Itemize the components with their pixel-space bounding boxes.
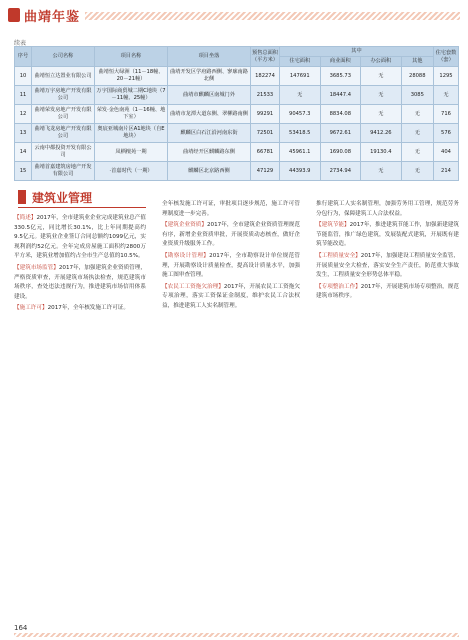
table-cell-address: 曲靖经开区麒麟路东侧 (168, 143, 251, 162)
table-cell-oth: 28088 (401, 67, 433, 86)
table-cell-res: 无 (280, 86, 321, 105)
table-cell-units: 716 (434, 105, 459, 124)
th-other: 其他 (401, 57, 433, 67)
section-title: 建筑业管理 (32, 190, 93, 205)
table-cell-off: 无 (361, 67, 402, 86)
th-office: 办公面积 (361, 57, 402, 67)
table-cell-project: 奥宸亚城南片区A1地块（自E地块） (95, 124, 168, 143)
th-company: 公司名称 (32, 47, 95, 67)
paragraph-keyword: 【建筑节能】 (316, 222, 350, 229)
table-row (15, 124, 459, 143)
table-cell-units: 214 (434, 162, 459, 181)
table-cell-units: 404 (434, 143, 459, 162)
table-cell-res: 44393.9 (280, 162, 321, 181)
table-cell-project: 荣发·金色南苑（1－16幢、地下室） (95, 105, 168, 124)
table-cell-project: ·首嘉时代（一期） (95, 162, 168, 181)
section-heading (18, 186, 146, 208)
table-cell-address: 曲靖市麒麟区南城门外 (168, 86, 251, 105)
paragraph-text: 2017年，全市建筑企业资质管理规范有序，新增企业资质审批，开展资质动态核查，做好企业资质升级服务工作。 (162, 222, 300, 248)
paragraph-text: 2017年，全市建筑业企业完成建筑业总产值330.5亿元，同比增长30.1%，比上年同期提高约9.5亿元。建筑业企业签订合同总额约1099亿元，实现利润约52亿元。全年完成房屋施工面积约2800万平方米，建筑业增加值约占全市生产总值的10.5%。 (14, 215, 146, 260)
table-cell-off: 无 (361, 86, 402, 105)
section-marker-icon (18, 190, 26, 204)
table-cell-oth: 无 (401, 162, 433, 181)
paragraph (162, 221, 300, 250)
table-row (15, 86, 459, 105)
table-cell-com: 18447.4 (320, 86, 361, 105)
table-cell-off: 9412.26 (361, 124, 402, 143)
page-number: 164 (14, 624, 28, 632)
th-of-which: 其中 (280, 47, 434, 57)
continued-label: 续表 (14, 40, 27, 47)
table-cell-area: 99291 (251, 105, 280, 124)
table-cell-com: 3685.73 (320, 67, 361, 86)
paragraph-text: 2017年，全市勘察设计单位规范管理，开展勘察设计质量检查，提高设计质量水平，加强施工图审查管理。 (162, 252, 300, 279)
paragraph (316, 252, 459, 281)
table-cell-seq: 14 (15, 143, 32, 162)
table-cell-address: 麒麟区白石江沿河南东街 (168, 124, 251, 143)
table-cell-off: 19130.4 (361, 143, 402, 162)
text-column-3 (316, 200, 459, 304)
paragraph-text: 2017年，推进建筑节能工作，加强新建建筑节能监管，推广绿色建筑，发展装配式建筑，开展既有建筑节能改造。 (316, 222, 459, 248)
table-cell-oth: 无 (401, 143, 433, 162)
table-cell-area: 21533 (251, 86, 280, 105)
section-underline (18, 207, 146, 208)
table-cell-com: 2734.94 (320, 162, 361, 181)
table-cell-company: 云南中都投资开发有限公司 (32, 143, 95, 162)
paragraph-keyword: 【勘察设计管理】 (162, 252, 210, 259)
paragraph-text: 2017年，全年核发施工许可证。 (47, 305, 129, 312)
th-area: 预售总面积（平方米） (251, 47, 280, 67)
table-cell-company: 曲靖飞龙房地产开发有限公司 (32, 124, 95, 143)
footer-decoration (14, 633, 459, 637)
table-cell-res: 53418.5 (280, 124, 321, 143)
table-row (15, 143, 459, 162)
table-cell-address: 曲靖市龙潭大道东侧、翠柳路南侧 (168, 105, 251, 124)
paragraph-keyword: 【建筑市场监管】 (14, 264, 59, 271)
table-cell-res: 147691 (280, 67, 321, 86)
paragraph-keyword: 【施工许可】 (14, 305, 48, 312)
table-row (15, 162, 459, 181)
th-units: 住宅套数（套） (434, 47, 459, 67)
paragraph (316, 283, 459, 302)
table-cell-seq: 11 (15, 86, 32, 105)
paragraph (316, 200, 459, 219)
paragraph-keyword: 【工程质量安全】 (316, 252, 361, 259)
table-cell-res: 45961.1 (280, 143, 321, 162)
paragraph-keyword: 【简述】 (14, 215, 37, 221)
paragraph-text: 全年核发施工许可证，审批项目逐步规范，施工许可管理制度进一步完善。 (162, 201, 300, 217)
presale-table (14, 46, 459, 181)
paragraph (162, 283, 300, 312)
th-address: 项目坐落 (168, 47, 251, 67)
table-cell-off: 无 (361, 162, 402, 181)
table-cell-units: 1295 (434, 67, 459, 86)
table-cell-area: 47129 (251, 162, 280, 181)
paragraph-text: 2017年，开展农民工工资拖欠专项治理，落实工资保证金制度，维护农民工合法权益，推进建筑工人实名制管理。 (162, 283, 300, 309)
table-cell-area: 182274 (251, 67, 280, 86)
paragraph (14, 264, 146, 302)
table-cell-units: 576 (434, 124, 459, 143)
table-cell-res: 90457.3 (280, 105, 321, 124)
table-cell-oth: 3085 (401, 86, 433, 105)
table-cell-address: 麒麟区北京路西侧 (168, 162, 251, 181)
table-cell-com: 8834.08 (320, 105, 361, 124)
table-cell-project: 凤栖檀苑一期 (95, 143, 168, 162)
table-row (15, 105, 459, 124)
header-decoration (85, 12, 460, 20)
table-cell-company: 曲靖荣发房地产开发有限公司 (32, 105, 95, 124)
paragraph (14, 304, 146, 314)
table-cell-area: 66781 (251, 143, 280, 162)
table-cell-oth: 无 (401, 124, 433, 143)
text-column-2 (162, 200, 300, 314)
table-cell-company: 曲靖首嘉建筑房地产开发有限公司 (32, 162, 95, 181)
table-cell-com: 9672.61 (320, 124, 361, 143)
paragraph (316, 221, 459, 250)
paragraph (162, 252, 300, 281)
th-commercial: 商业面积 (320, 57, 361, 67)
table-cell-area: 72501 (251, 124, 280, 143)
paragraph-keyword: 【建筑企业资质】 (162, 222, 207, 229)
table-cell-company: 曲靖万宇房地产开发有限公司 (32, 86, 95, 105)
text-column-1 (14, 214, 146, 316)
paragraph (14, 214, 146, 262)
table-cell-off: 无 (361, 105, 402, 124)
table-cell-units: 无 (434, 86, 459, 105)
table-cell-address: 曲靖开发区学府路西侧、寥廓南路北侧 (168, 67, 251, 86)
th-project: 项目名称 (95, 47, 168, 67)
table-cell-com: 1690.08 (320, 143, 361, 162)
table-cell-company: 曲靖恒立达置业有限公司 (32, 67, 95, 86)
yearbook-title: 曲靖年鉴 (24, 10, 81, 25)
table-cell-seq: 12 (15, 105, 32, 124)
table-cell-seq: 15 (15, 162, 32, 181)
paragraph-text: 推行建筑工人实名制管理，加强劳务用工管理，规范劳务分包行为，保障建筑工人合法权益。 (316, 201, 459, 217)
table-cell-seq: 10 (15, 67, 32, 86)
paragraph-keyword: 【农民工工资拖欠治理】 (162, 283, 224, 290)
paragraph-keyword: 【专项整治工作】 (316, 283, 361, 290)
table-cell-seq: 13 (15, 124, 32, 143)
yearbook-logo-icon (8, 8, 20, 22)
paragraph (162, 200, 300, 219)
table-cell-project: 万宇国际商贸城二期C地块（7－11幢、25幢） (95, 86, 168, 105)
th-residential: 住宅面积 (280, 57, 321, 67)
th-seq: 序号 (15, 47, 32, 67)
paragraph-text: 2017年，开展建筑市场专项整治，规范建筑市场秩序。 (316, 283, 459, 300)
page-header (0, 0, 468, 30)
table-cell-project: 曲靖恒大绿洲（11－18幢、20－21幢） (95, 67, 168, 86)
table-cell-oth: 无 (401, 105, 433, 124)
paragraph-text: 2017年，加强建设工程质量安全监管，开展质量安全大检查，落实安全生产责任，防范重大事故发生，工程质量安全形势总体平稳。 (316, 252, 459, 279)
table-row (15, 67, 459, 86)
paragraph-text: 2017年，加强建筑企业资质管理，严格资质审查，开展建筑市场执法检查，规范建筑市场秩序，查处违法违规行为，推进建筑市场信用体系建设。 (14, 264, 146, 300)
